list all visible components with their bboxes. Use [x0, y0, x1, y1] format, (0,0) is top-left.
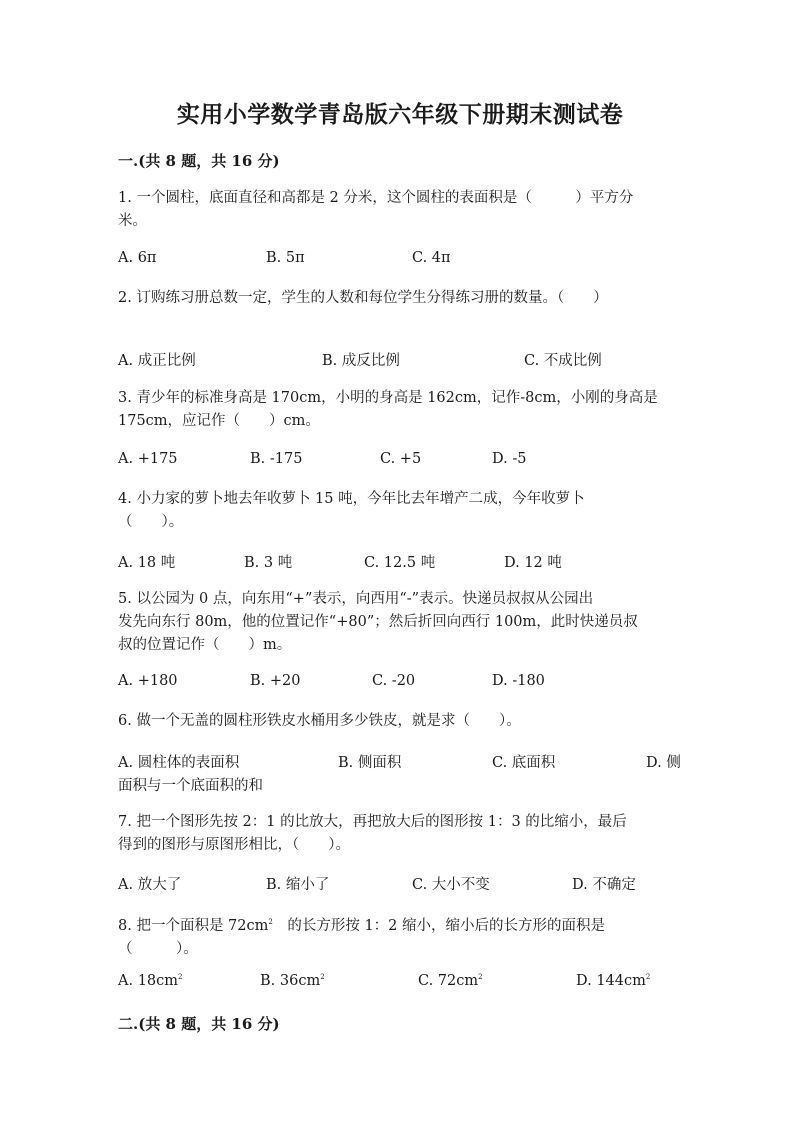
section-heading-2: 二.(共 8 题，共 16 分) — [118, 1015, 280, 1033]
superscript-2: 2 — [320, 973, 325, 982]
question-4-line-1: 4. 小力家的萝卜地去年收萝卜 15 吨，今年比去年增产二成，今年收萝卜 — [118, 491, 585, 507]
q4-option-b[interactable]: B. 3 吨 — [244, 555, 293, 571]
q4-option-a[interactable]: A. 18 吨 — [118, 555, 176, 571]
question-3-line-1: 3. 青少年的标准身高是 170cm，小明的身高是 162cm，记作-8cm，小刚的身高是 — [118, 390, 658, 406]
question-7-line-2: 得到的图形与原图形相比，（ ）。 — [118, 837, 350, 853]
question-8-line-1-prefix: 8. 把一个面积是 72cm — [118, 917, 269, 934]
question-2-line-1: 2. 订购练习册总数一定，学生的人数和每位学生分得练习册的数量。（ ） — [118, 290, 608, 306]
question-2 — [118, 287, 683, 310]
q5-option-c[interactable]: C. -20 — [372, 673, 416, 689]
q5-option-b[interactable]: B. +20 — [250, 673, 301, 689]
q8-option-a-text: A. 18cm — [118, 973, 179, 989]
q1-option-a[interactable]: A. 6π — [118, 250, 157, 266]
q8-option-a[interactable] — [118, 973, 182, 989]
q8-option-d-text: D. 144cm — [576, 973, 646, 989]
question-5-line-3: 叔的位置记作（ ）m。 — [118, 637, 292, 653]
question-7-line-1: 7. 把一个图形先按 2：1 的比放大，再把放大后的图形按 1：3 的比缩小，最后 — [118, 814, 627, 830]
q6-option-d[interactable]: D. 侧 — [646, 755, 681, 771]
question-8-line-2: （ ）。 — [118, 940, 198, 957]
q1-option-c[interactable]: C. 4π — [412, 250, 451, 266]
q2-option-a[interactable]: A. 成正比例 — [118, 353, 196, 369]
q4-option-d[interactable]: D. 12 吨 — [504, 555, 562, 571]
q2-option-b[interactable]: B. 成反比例 — [322, 353, 400, 369]
q7-option-c[interactable]: C. 大小不变 — [412, 877, 490, 893]
section-heading-1: 一.(共 8 题，共 16 分) — [118, 152, 280, 170]
question-8-line-1-suffix: 的长方形按 1：2 缩小，缩小后的长方形的面积是 — [272, 917, 606, 934]
q8-option-c-text: C. 72cm — [418, 973, 479, 989]
q8-option-d[interactable] — [576, 973, 650, 989]
q3-option-a[interactable]: A. +175 — [118, 451, 178, 467]
q7-option-a[interactable]: A. 放大了 — [118, 877, 182, 893]
question-8-line-1 — [118, 911, 683, 938]
question-4 — [118, 488, 683, 534]
q6-option-b[interactable]: B. 侧面积 — [338, 755, 402, 771]
question-6 — [118, 710, 683, 733]
question-1-line-2: 米。 — [118, 213, 147, 229]
q1-option-b[interactable]: B. 5π — [266, 250, 305, 266]
q4-option-c[interactable]: C. 12.5 吨 — [364, 555, 436, 571]
superscript-2: 2 — [478, 973, 483, 982]
q3-option-d[interactable]: D. -5 — [492, 451, 527, 467]
superscript-2: 2 — [645, 973, 651, 982]
superscript-2: 2 — [178, 973, 183, 982]
question-5-line-2: 发先向东行 80m，他的位置记作“+80”；然后折回向西行 100m，此时快递员叔 — [118, 614, 638, 630]
q6-option-d-continued: 面积与一个底面积的和 — [118, 778, 263, 794]
question-5 — [118, 588, 683, 657]
question-6-line-1: 6. 做一个无盖的圆柱形铁皮水桶用多少铁皮，就是求（ ）。 — [118, 713, 521, 729]
q8-option-b-text: B. 36cm — [260, 973, 321, 989]
page-title: 实用小学数学青岛版六年级下册期末测试卷 — [176, 101, 624, 128]
q8-option-b[interactable] — [260, 973, 325, 989]
q7-option-b[interactable]: B. 缩小了 — [266, 877, 330, 893]
question-7 — [118, 811, 683, 857]
question-4-line-2: （ ）。 — [118, 514, 184, 530]
superscript-2: 2 — [268, 918, 273, 926]
q7-option-d[interactable]: D. 不确定 — [572, 877, 636, 893]
question-3 — [118, 387, 683, 433]
q6-option-a[interactable]: A. 圆柱体的表面积 — [118, 755, 240, 771]
q5-option-d[interactable]: D. -180 — [492, 673, 545, 689]
q8-option-c[interactable] — [418, 973, 483, 989]
question-1-line-1: 1. 一个圆柱，底面直径和高都是 2 分米，这个圆柱的表面积是（ ）平方分 — [118, 190, 634, 206]
q5-option-a[interactable]: A. +180 — [118, 673, 178, 689]
question-1 — [118, 187, 683, 233]
question-5-line-1: 5. 以公园为 0 点，向东用“+”表示，向西用“-”表示。快递员叔叔从公园出 — [118, 591, 594, 607]
q3-option-b[interactable]: B. -175 — [250, 451, 303, 467]
q2-option-c[interactable]: C. 不成比例 — [524, 353, 602, 369]
question-3-line-2: 175cm，应记作（ ）cm。 — [118, 413, 320, 429]
question-8 — [118, 911, 683, 961]
q6-option-c[interactable]: C. 底面积 — [492, 755, 556, 771]
q3-option-c[interactable]: C. +5 — [380, 451, 422, 467]
